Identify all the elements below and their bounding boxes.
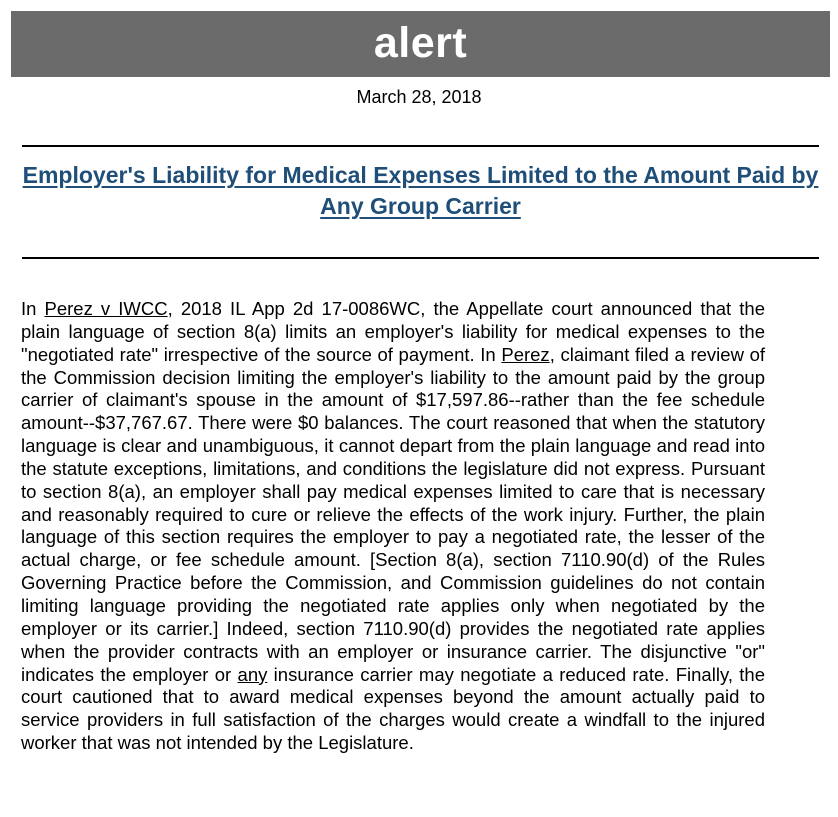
alert-banner: alert xyxy=(11,11,830,77)
body-segment: , claimant filed a review of the Commission decision limiting the employer's liability to the amount paid by the group carrier of claimant's spouse in the amount of $17,597.86--rather than the fee schedule amount--$37,767.67. There were $0 balances. The court reasoned that when the statutory language is clear and unambiguous, it cannot depart from the plain language and read into the statute exceptions, limitations, and conditions the legislature did not express. Pursuant to section 8(a), an employer shall pay medical expenses limited to care that is necessary and reasonably required to cure or relieve the effects of the work injury. Further, the plain language of this section requires the employer to pay a negotiated rate, the lesser of the actual charge, or fee schedule amount. [Section 8(a), section 7110.90(d) of the Rules Governing Practice before the Commission, and Commission guidelines do not contain limiting language providing the negotiated rate applies only when negotiated by the employer or its carrier.] Indeed, section 7110.90(d) provides the negotiated rate applies when the provider contracts with an employer or insurance carrier. The disjunctive "or" indicates the employer or xyxy=(21,343,765,685)
publication-date: March 28, 2018 xyxy=(356,87,482,107)
body-segment: , 2018 IL App 2d 17-0086WC, the Appellate court announced that the plain language of section 8(a) limits an employer's liability for medical expenses to the "negotiated rate" irrespective of the source of payment. In xyxy=(21,298,765,365)
article-headline[interactable]: Employer's Liability for Medical Expenses Limited to the Amount Paid by Any Group Carrier xyxy=(22,162,819,219)
bottom-divider xyxy=(22,257,819,259)
article-body xyxy=(21,298,765,755)
body-segment: insurance carrier may negotiate a reduced rate. Finally, the court cautioned that to award medical expenses beyond the amount actually paid to service providers in full satisfaction of the charges would create a windfall to the injured worker that was not intended by the Legislature. xyxy=(21,663,765,754)
case-short-name: Perez xyxy=(501,343,550,365)
case-citation: Perez v IWCC xyxy=(44,298,168,319)
body-segment: In xyxy=(21,298,45,319)
top-divider xyxy=(22,145,819,147)
emphasized-word: any xyxy=(237,663,268,685)
